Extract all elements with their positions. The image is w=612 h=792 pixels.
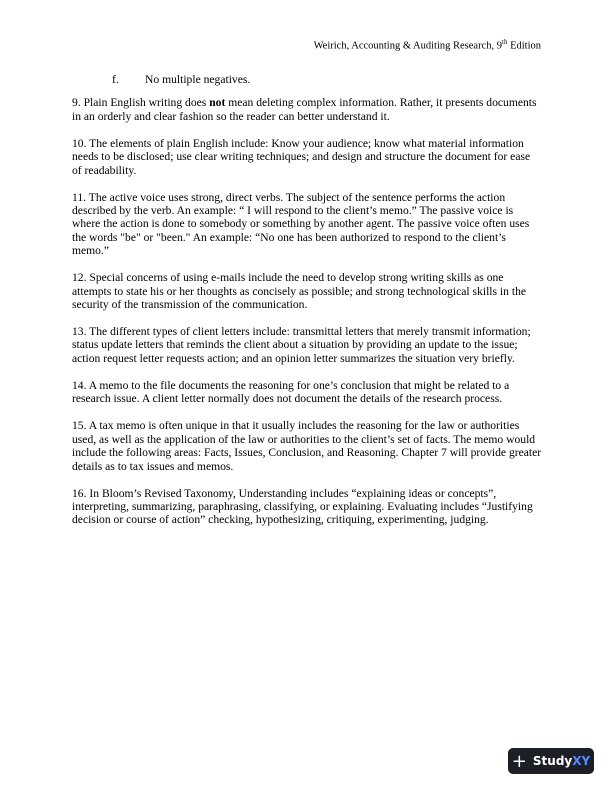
header-suffix: Edition bbox=[507, 40, 541, 52]
header-text: Weirich, Accounting & Auditing Research, 9 bbox=[313, 40, 502, 52]
paragraph-12: 12. Special concerns of using e-mails include the need to develop strong writing skills as one attempts to state his or her thoughts as concisely as possible; and strong technological skills in the security of the transmission of the communication. bbox=[72, 271, 527, 312]
paragraph-9-bold: not bbox=[209, 96, 226, 110]
document-body bbox=[72, 73, 542, 540]
paragraph-10: 10. The elements of plain English include: Know your audience; know what material information needs to be disclosed; use clear writing techniques; and design and structure the document for ease of readability. bbox=[72, 136, 531, 177]
studyxy-badge[interactable] bbox=[508, 748, 594, 774]
paragraph-9-before: 9. Plain English writing does bbox=[72, 96, 210, 110]
list-item-text: No multiple negatives. bbox=[145, 73, 251, 86]
paragraph-13: 13. The different types of client letters include: transmittal letters that merely transmit information; status update letters that reminds the client about a situation by providing an update to the issue; action request letter requests action; and an opinion letter summarizes the situation very briefly. bbox=[72, 325, 531, 365]
badge-text-main: Study bbox=[532, 754, 573, 768]
paragraph-14: 14. A memo to the file documents the reasoning for one’s conclusion that might be related to a research issue. A client letter normally does not document the details of the research process. bbox=[72, 378, 510, 406]
paragraph-9-after: mean deleting complex information. Rather, it presents documents in an orderly and clear fashion so the reader can better understand it. bbox=[72, 96, 537, 123]
paragraph-16: 16. In Bloom’s Revised Taxonomy, Understanding includes “explaining ideas or concepts”, interpreting, summarizing, paraphrasing, classifying, or explaining. Evaluating includes “Justifying decision or course of action” checking, hypothesizing, critiquing, experimenting, judging. bbox=[72, 486, 533, 527]
page-header bbox=[314, 38, 541, 52]
header-superscript: th bbox=[502, 38, 508, 46]
badge-text bbox=[533, 754, 590, 768]
paragraph-9 bbox=[72, 96, 542, 123]
paragraph-15: 15. A tax memo is often unique in that it usually includes the reasoning for the law or authorities used, as well as the application of the law or authorities to the client’s set of facts. The memo would include the following areas: Facts, Issues, Conclusion, and Reasoning. Chapter 7 will provide greater details as to tax issues and memos. bbox=[72, 419, 542, 473]
list-marker: f. bbox=[112, 73, 119, 86]
paragraph-11: 11. The active voice uses strong, direct verbs. The subject of the sentence performs the action described by the verb. An example: “ I will respond to the client’s memo.” The passive voice is where the action is done to somebody or something by another agent. The passive voice often uses the words "be" or "been." An example: “No one has been authorized to respond to the client’s memo.” bbox=[72, 190, 530, 258]
list-item bbox=[112, 73, 542, 86]
plus-icon: + bbox=[511, 750, 527, 772]
badge-text-accent: XY bbox=[572, 754, 591, 768]
